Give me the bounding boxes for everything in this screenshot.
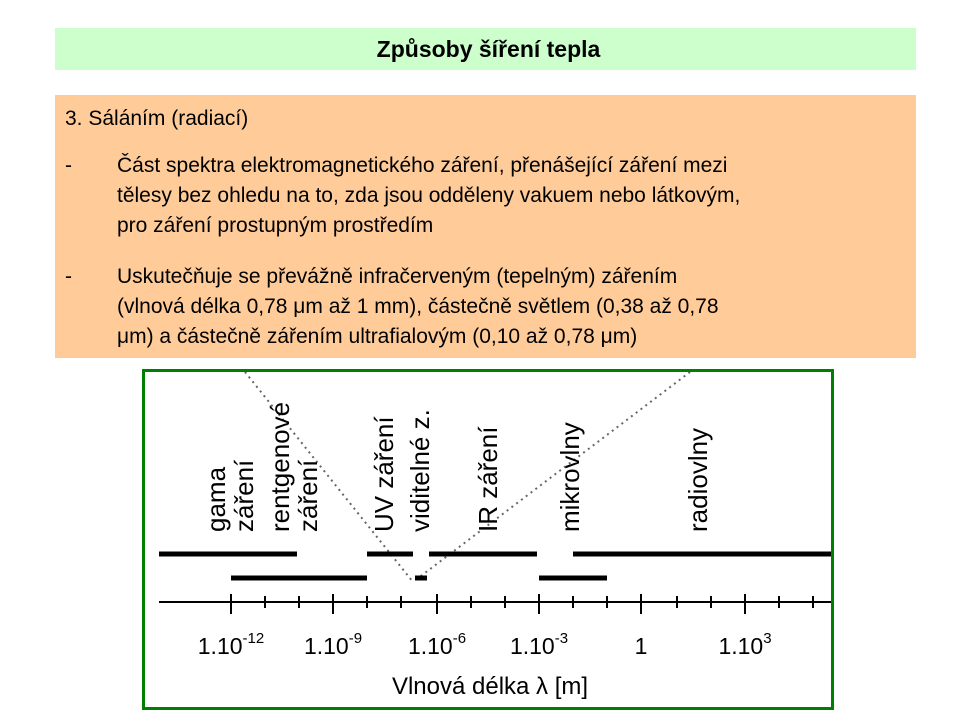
text-line: (vlnová délka 0,78 μm až 1 mm), částečně světlem (0,38 až 0,78 bbox=[117, 295, 719, 318]
text-line: Uskutečňuje se převážně infračerveným (tepelným) zářením bbox=[117, 265, 678, 288]
spectrum-diagram bbox=[142, 369, 834, 710]
band-label-visible: viditelné z. bbox=[405, 409, 435, 532]
title-bar bbox=[55, 28, 916, 70]
band-label-xray: rentgenové záření bbox=[265, 401, 323, 532]
text-line: μm) a částečně zářením ultrafialovým (0,10 až 0,78 μm) bbox=[117, 325, 638, 348]
band-label-gamma: gama záření bbox=[201, 459, 259, 532]
list-item-text bbox=[117, 262, 917, 352]
text-line: tělesy bez ohledu na to, zda jsou odděleny vakuem nebo látkovým, bbox=[117, 184, 741, 207]
tick-label: 1 bbox=[634, 633, 648, 659]
content-panel bbox=[55, 95, 916, 358]
spectrum-svg bbox=[145, 372, 831, 707]
list-dash: - bbox=[65, 265, 72, 288]
tick-label: 1.10$^3$ bbox=[718, 630, 772, 659]
band-label-ir: IR záření bbox=[473, 426, 503, 532]
tick-label: $1.10^{-3}$ bbox=[509, 630, 569, 659]
list-item-text bbox=[117, 151, 917, 241]
tick-label: $1.10^{-12}$ bbox=[197, 630, 265, 659]
band-label-radio: radiovlny bbox=[683, 427, 713, 532]
tick-label: $1.10^{-6}$ bbox=[407, 630, 467, 659]
text-line: pro záření prostupným prostředím bbox=[117, 214, 434, 237]
text-line: Část spektra elektromagnetického záření, přenášející záření mezi bbox=[117, 154, 728, 177]
visible-guide-right bbox=[413, 372, 690, 582]
section-heading: 3. Sáláním (radiací) bbox=[65, 107, 249, 130]
band-label-microwave: mikrovlny bbox=[555, 422, 585, 532]
tick-label: $1.10^{-9}$ bbox=[303, 630, 363, 659]
band-label-uv: UV záření bbox=[369, 416, 399, 532]
axis-label: Vlnová délka λ [m] bbox=[391, 673, 589, 700]
page-title: Způsoby šíření tepla bbox=[376, 36, 601, 62]
list-dash: - bbox=[65, 154, 72, 177]
